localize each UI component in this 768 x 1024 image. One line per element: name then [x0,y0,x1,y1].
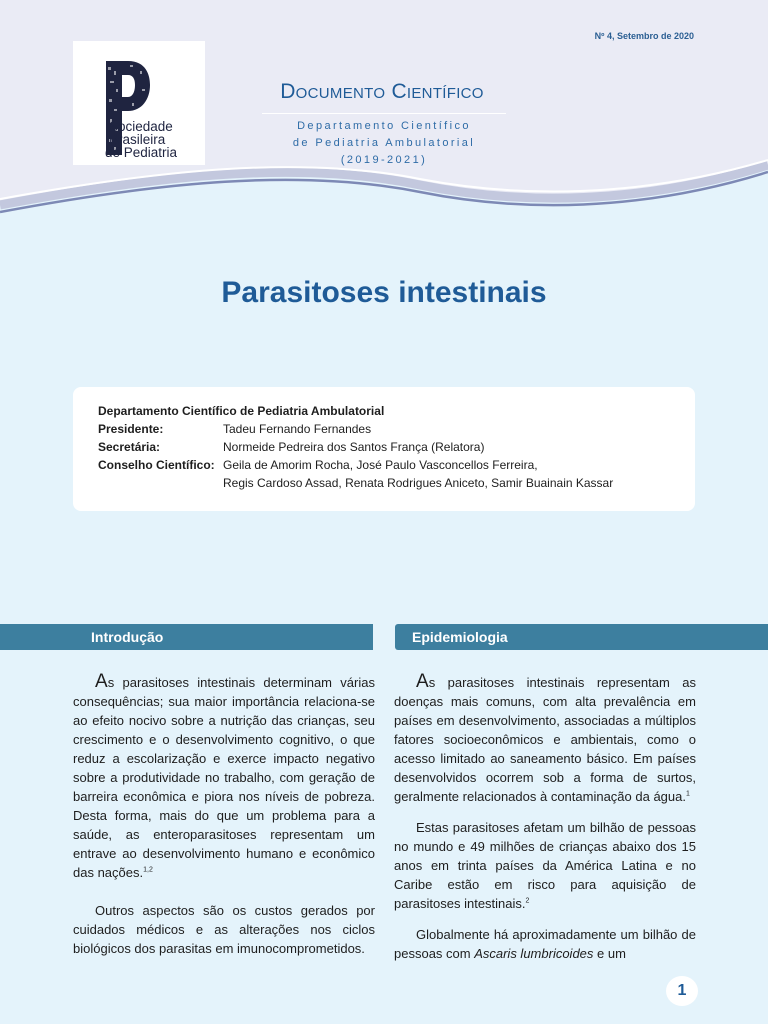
reference-marker: 2 [525,897,530,905]
section-header-introducao [0,624,373,650]
paragraph-text: s parasitoses intestinais representam as doenças mais comuns, com alta prevalência em países em desenvolvimento, associadas a múltiplos fatores socioeconômicos e ambientais, como o acesso limitado ao saneamento básico. Em países desenvolvidos ocorrem sob a forma de surtos, geralmente relacionados à contaminação da água. [394,675,696,804]
page-number: 1 [666,976,698,1006]
document-title: Documento Científico [280,80,484,103]
department-line-3: (2019-2021) [340,154,428,166]
committee-heading: Departamento Científico de Pediatria Ambulatorial [98,404,385,418]
issue-label: Nº 4, Setembro de 2020 [594,31,694,41]
paragraph: Outros aspectos são os custos gerados por cuidados médicos e as alterações nos ciclos biológicos dos parasitas em imunocomprometidos. [73,903,375,956]
committee-label: Secretária: [98,440,161,454]
column-introducao [73,672,375,958]
drop-cap: A [95,671,108,692]
paragraph [394,925,696,963]
species-name: Ascaris lumbricoides [474,946,594,961]
title-rule [262,113,506,114]
section-heading: Introdução [91,629,164,645]
committee-value: Tadeu Fernando Fernandes [223,422,372,436]
committee-value: Regis Cardoso Assad, Renata Rodrigues Aniceto, Samir Buainain Kassar [223,476,614,490]
reference-marker: 1 [685,790,690,798]
logo-text-line-2: Brasileira [109,132,166,147]
column-epidemiologia [394,672,696,963]
committee-row-council-cont [98,476,613,490]
drop-cap: A [416,671,429,692]
department-line-1: Departamento Científico [297,120,471,132]
logo-text-line-1: Sociedade [109,119,173,134]
committee-box [73,387,695,511]
sbp-logo [73,41,205,165]
paragraph-text: Estas parasitoses afetam um bilhão de pessoas no mundo e 49 milhões de crianças abaixo dos 15 anos em trinta países da América Latina e no Caribe estão em risco para aquisição de parasitoses intestinais. [394,820,696,911]
committee-label: Presidente: [98,422,164,436]
paragraph-text: s parasitoses intestinais determinam várias consequências; sua maior importância relaciona-se ao efeito nocivo sobre a nutrição das crianças, seu crescimento e o desenvolvimento cognitivo, o que reduz a escolarização e exerce impacto negativo sobre a produtividade no trabalho, com geração de barreira econômica e piora nos níveis de pobreza. Desta forma, mais do que um problema para a saúde, as enteroparasitoses representam um entrave ao desenvolvimento humano e econômico das nações. [73,675,375,880]
section-heading: Epidemiologia [412,629,508,645]
paragraph [394,818,696,913]
logo-text-line-3: de Pediatria [105,145,178,160]
committee-row-secretary [98,440,484,454]
page-title: Parasitoses intestinais [221,276,547,309]
paragraph-text: Globalmente há aproximadamente um bilhão de pessoas com [394,927,696,961]
reference-marker: 1,2 [143,866,153,874]
paragraph [73,672,375,882]
section-header-epidemiologia [395,624,768,650]
department-line-2: de Pediatria Ambulatorial [292,137,476,149]
committee-row-council [98,458,538,472]
paragraph [394,672,696,806]
committee-value: Normeide Pedreira dos Santos França (Relatora) [223,440,485,454]
committee-value: Geila de Amorim Rocha, José Paulo Vasconcellos Ferreira, [223,458,538,472]
committee-row-president [98,422,371,436]
committee-label: Conselho Científico: [98,458,215,472]
paragraph-text: e um [593,946,626,961]
